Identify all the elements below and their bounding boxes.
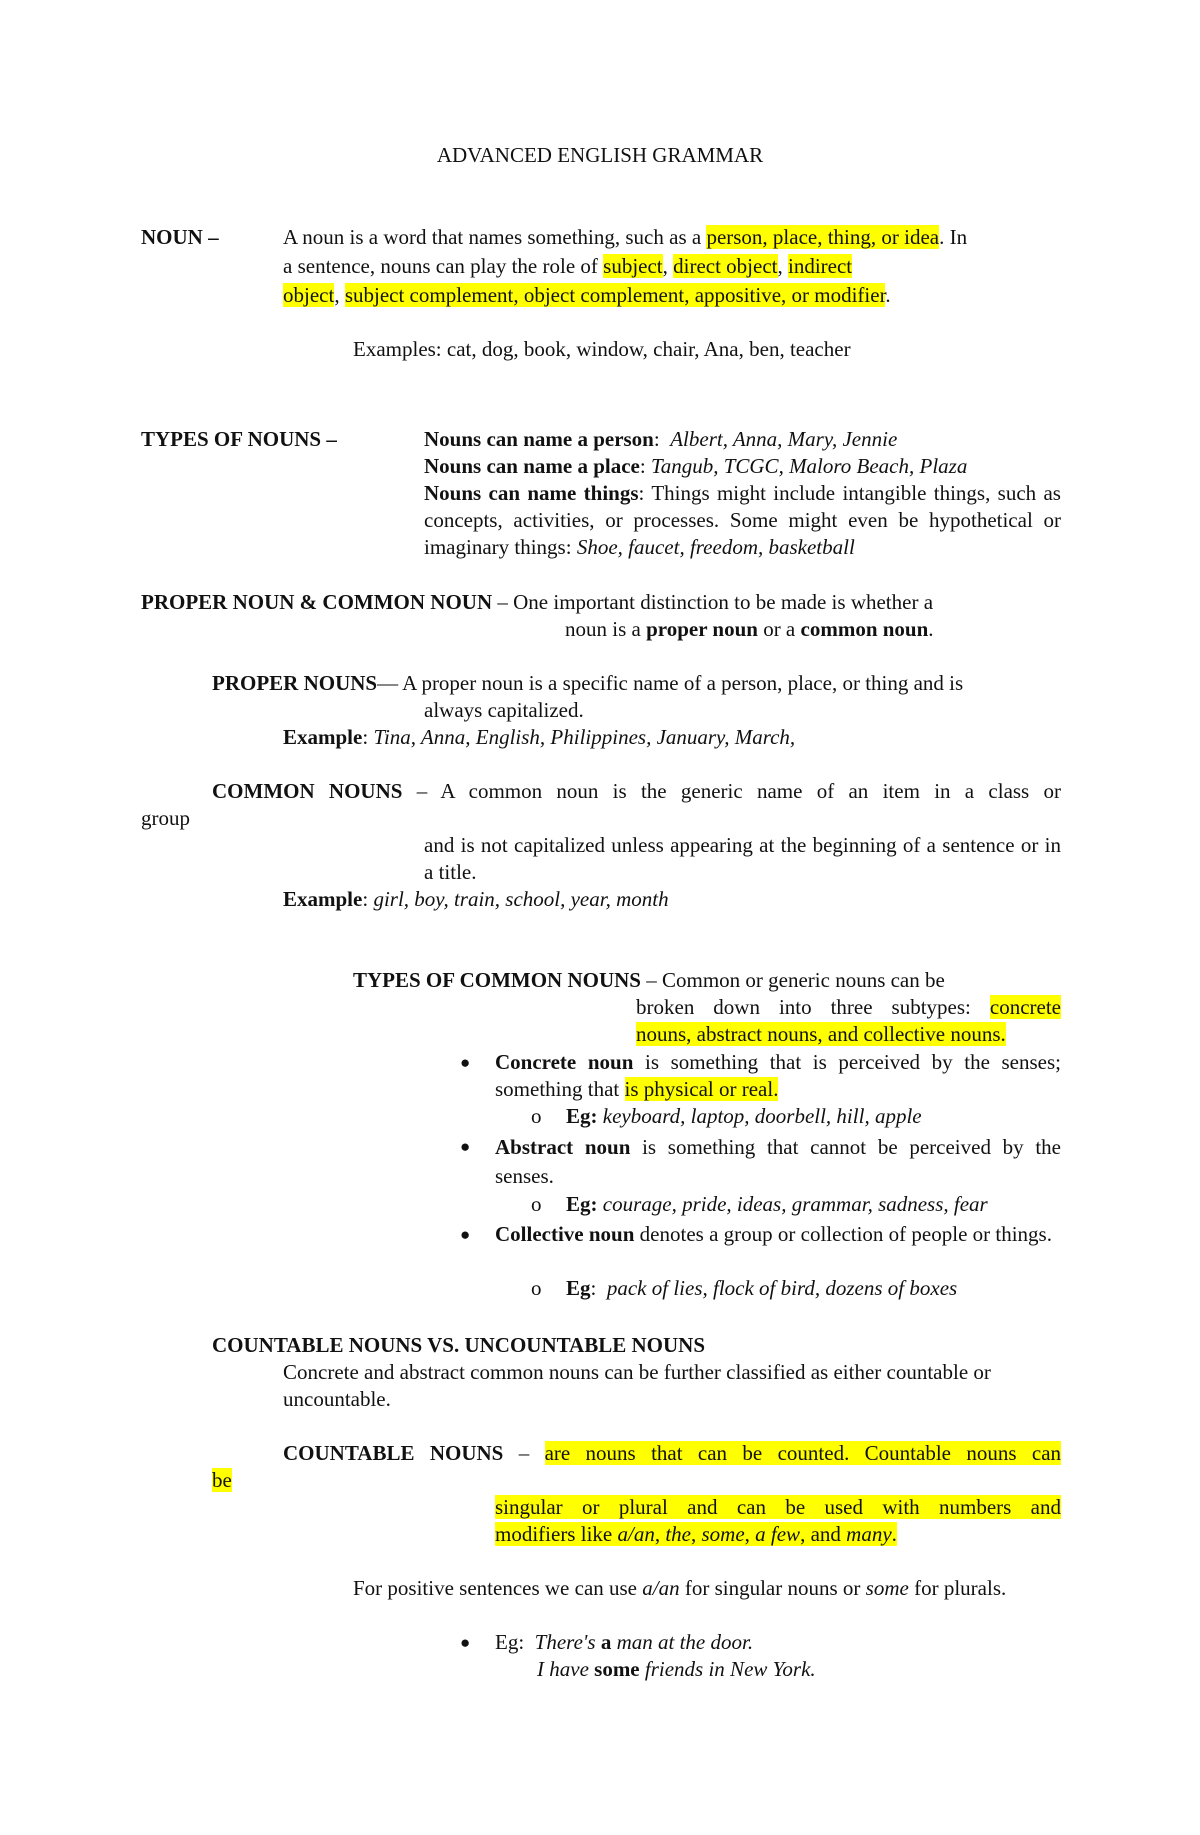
example-label: Example: [283, 887, 363, 911]
countable-highlight: are nouns that can be counted. Countable nouns can: [544, 1441, 1062, 1465]
types-common-text: – Common or generic nouns can be: [640, 968, 945, 992]
noun-def-text: ,: [777, 254, 788, 278]
abstract-eg-text: courage, pride, ideas, grammar, sadness, fear: [602, 1192, 988, 1216]
countable-highlight: modifiers like: [495, 1522, 618, 1546]
abstract-eg: [566, 1191, 988, 1218]
eg1-text: There's: [534, 1630, 601, 1654]
common-nouns-text: – A common noun is the generic name of an item in a class or: [402, 779, 1062, 803]
concrete-eg-text: keyboard, laptop, doorbell, hill, apple: [602, 1104, 922, 1128]
noun-def-text: ,: [334, 283, 345, 307]
sub-bullet-icon: o: [531, 1104, 542, 1128]
proper-nouns-text: — A proper noun is a specific name of a person, place, or thing and is: [377, 671, 964, 695]
things-label: Nouns can name things: [424, 481, 639, 505]
common-nouns-example: Example: girl, boy, train, school, year, month: [283, 887, 669, 911]
concrete-eg: [566, 1103, 922, 1130]
proper-nouns-line1: [212, 670, 963, 697]
common-nouns-group: group: [141, 806, 190, 830]
proper-common-intro: [141, 589, 933, 616]
proper-nouns-example-text: Tina, Anna, English, Philippines, January, March,: [373, 725, 796, 749]
noun-def-highlight: subject complement, object complement, appositive, or modifier: [344, 283, 886, 307]
noun-def-highlight: direct object: [673, 254, 778, 278]
countable-line1: [283, 1440, 1061, 1467]
positive-text: for plurals.: [908, 1576, 1007, 1600]
concrete-noun-item: [495, 1049, 1061, 1103]
types-of-nouns-heading: [141, 426, 337, 453]
eg-label: Eg: [566, 1276, 591, 1300]
types-of-nouns-label: TYPES OF NOUNS –: [141, 427, 337, 451]
proper-common-text: noun is a: [565, 617, 647, 641]
proper-noun-term: proper noun: [646, 617, 758, 641]
eg-label: Eg:: [566, 1192, 598, 1216]
common-nouns-label: COMMON NOUNS: [212, 779, 403, 803]
modifier-some: some: [701, 1522, 745, 1546]
concrete-text: is something that is perceived by the senses; something that: [495, 1050, 1061, 1101]
sub-bullet-icon: o: [531, 1192, 542, 1216]
sub-bullet-icon: o: [531, 1276, 542, 1300]
countable-body: singular or plural and can be used with numbers and modifiers like a/an, the, some, a few, and many.: [495, 1495, 1061, 1546]
bullet-icon: ●: [460, 1053, 471, 1072]
types-common-line2: [636, 994, 1061, 1021]
types-of-nouns-body: Nouns can name a person: Albert, Anna, Mary, Jennie Nouns can name a place: Tangub, TCGC, Maloro Beach, Plaza Nouns can name things: Things might include intangible things, such as concepts, activities, or processes. Some might even be hypothetical or imaginary things: Shoe, faucet, freedom, basketball: [424, 427, 1061, 559]
abstract-label: Abstract noun: [495, 1135, 631, 1159]
positive-some: some: [865, 1576, 909, 1600]
bullet-icon: ●: [460, 1633, 471, 1652]
types-common-line3: [636, 1021, 1006, 1048]
page-title: ADVANCED ENGLISH GRAMMAR: [436, 143, 764, 167]
common-nouns-body: and is not capitalized unless appearing at the beginning of a sentence or in a title.: [424, 833, 1061, 884]
proper-nouns-example: Example: Tina, Anna, English, Philippines, January, March,: [283, 725, 796, 749]
bullet-icon: ●: [460, 1137, 471, 1156]
countable-vs-text: Concrete and abstract common nouns can be further classified as either countable or uncountable.: [283, 1360, 991, 1411]
things-examples: Shoe, faucet, freedom, basketball: [576, 535, 855, 559]
countable-vs-label: COUNTABLE NOUNS VS. UNCOUNTABLE NOUNS: [212, 1333, 705, 1357]
modifier-a-few: a few: [755, 1522, 801, 1546]
positive-text: for singular nouns or: [679, 1576, 866, 1600]
noun-heading: NOUN –: [141, 225, 219, 249]
proper-nouns-label: PROPER NOUNS: [212, 671, 378, 695]
concrete-highlight: is physical or real.: [624, 1077, 779, 1101]
countable-label: COUNTABLE NOUNS: [283, 1441, 504, 1465]
place-examples: Tangub, TCGC, Maloro Beach, Plaza: [650, 454, 968, 478]
person-examples: Albert, Anna, Mary, Jennie: [670, 427, 898, 451]
common-nouns-example-text: girl, boy, train, school, year, month: [373, 887, 669, 911]
modifier-many: many: [846, 1522, 892, 1546]
positive-text: For positive sentences we can use: [353, 1576, 643, 1600]
eg2-bold: some: [594, 1657, 640, 1681]
types-common-highlight: concrete: [989, 995, 1061, 1019]
collective-noun-item: [495, 1221, 1061, 1248]
countable-highlight: singular or plural and can be used with numbers and: [495, 1495, 1061, 1519]
collective-eg: Eg: pack of lies, flock of bird, dozens of boxes: [566, 1276, 958, 1300]
collective-eg-text: pack of lies, flock of bird, dozens of boxes: [606, 1276, 958, 1300]
types-common-line1: [353, 967, 945, 994]
eg-label: Eg:: [495, 1630, 525, 1654]
types-common-highlight: nouns, abstract nouns, and collective nouns.: [636, 1022, 1006, 1046]
countable-eg-2: [537, 1656, 816, 1683]
noun-def-highlight: subject: [603, 254, 663, 278]
proper-common-label: PROPER NOUN & COMMON NOUN: [141, 590, 493, 614]
noun-def-text: a sentence, nouns can play the role of: [283, 254, 604, 278]
noun-definition: [283, 224, 1023, 311]
collective-text: denotes a group or collection of people or things.: [634, 1222, 1052, 1246]
countable-eg-1: [495, 1629, 753, 1656]
noun-def-highlight: person, place, thing, or idea: [706, 225, 940, 249]
countable-dash: –: [503, 1441, 545, 1465]
person-label: Nouns can name a person: [424, 427, 654, 451]
noun-def-text: ,: [662, 254, 674, 278]
eg-label: Eg:: [566, 1104, 598, 1128]
countable-vs-heading: [212, 1332, 705, 1359]
noun-def-highlight: indirect: [788, 254, 853, 278]
bullet-icon: ●: [460, 1225, 471, 1244]
noun-def-text: A noun is a word that names something, such as a: [283, 225, 707, 249]
example-label: Example: [283, 725, 363, 749]
common-noun-term: common noun: [800, 617, 929, 641]
modifier-a-an: a/an: [617, 1522, 655, 1546]
noun-label: [141, 224, 219, 251]
concrete-label: Concrete noun: [495, 1050, 634, 1074]
eg2-text: I have: [537, 1657, 595, 1681]
noun-def-text: .: [885, 283, 891, 307]
abstract-noun-item: [495, 1133, 1061, 1191]
abstract-text: is something that cannot be perceived by the senses.: [495, 1135, 1062, 1188]
proper-common-text: – One important distinction to be made is whether a: [492, 590, 934, 614]
proper-common-text: or a: [757, 617, 801, 641]
noun-def-highlight: object: [283, 283, 335, 307]
proper-common-text: .: [928, 617, 934, 641]
types-common-text: broken down into three subtypes:: [636, 995, 990, 1019]
collective-label: Collective noun: [495, 1222, 635, 1246]
positive-sentences: [353, 1575, 1061, 1602]
types-common-label: TYPES OF COMMON NOUNS: [353, 968, 641, 992]
countable-highlight: be: [212, 1468, 232, 1492]
things-text: : Things might include intangible things, such as concepts, activities, or processes. Some might even be hypothetical or imaginary things:: [424, 481, 1061, 559]
countable-highlight: and: [810, 1522, 841, 1546]
place-label: Nouns can name a place: [424, 454, 640, 478]
eg1-bold: a: [600, 1630, 612, 1654]
noun-def-text: . In: [939, 225, 968, 249]
noun-examples: Examples: cat, dog, book, window, chair, Ana, ben, teacher: [353, 337, 851, 361]
common-nouns-line1: [212, 778, 1061, 805]
countable-be: [212, 1467, 232, 1494]
eg1-text: man at the door.: [611, 1630, 754, 1654]
proper-common-line2: [565, 616, 934, 643]
modifier-the: the: [665, 1522, 691, 1546]
eg2-text: friends in New York.: [639, 1657, 816, 1681]
proper-nouns-line2: always capitalized.: [424, 698, 584, 722]
positive-a-an: a/an: [642, 1576, 680, 1600]
